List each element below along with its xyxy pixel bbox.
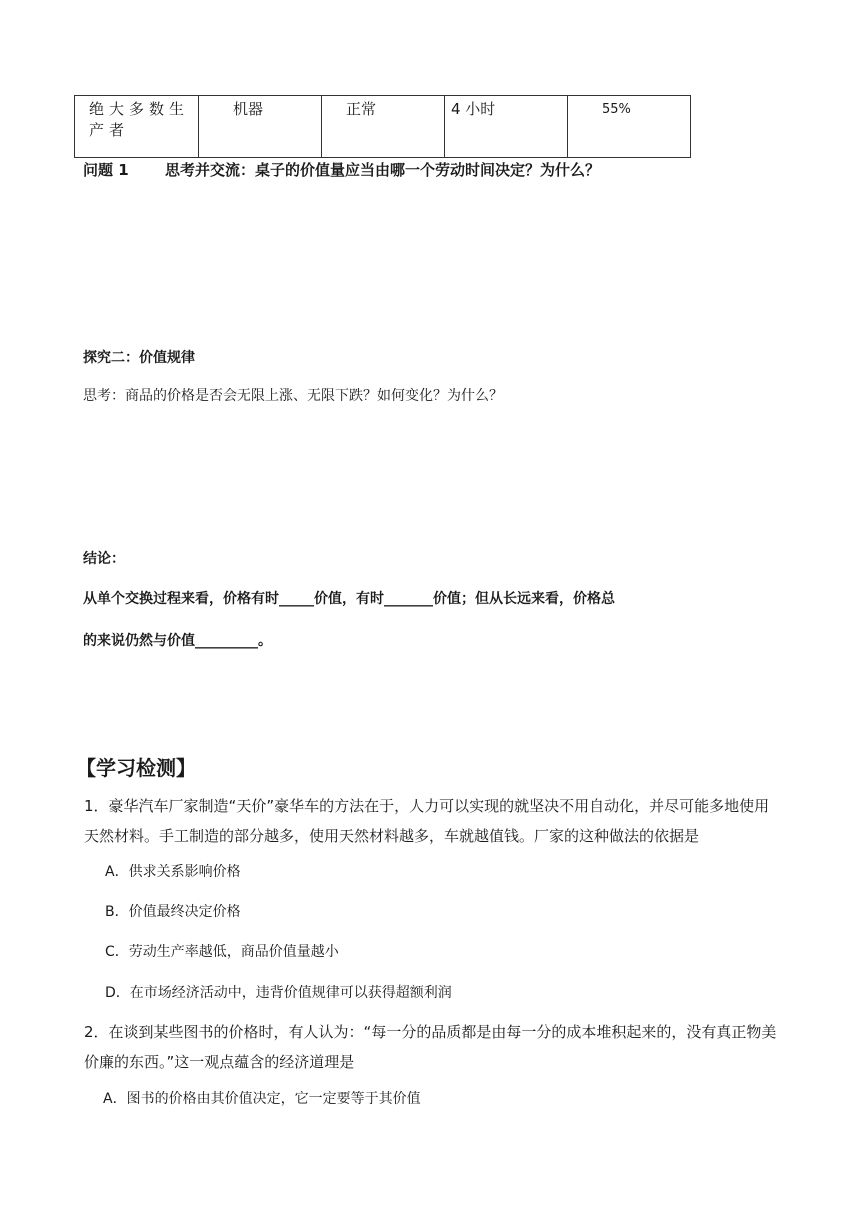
q2-stem: 2．在谈到某些图书的价格时，有人认为：“每一分的品质都是由每一分的成本堆积起来的，没有真正物美价廉的东西。”这一观点蕴含的经济道理是 [84,1023,777,1071]
explore2-title: 探究二：价值规律 [83,350,195,366]
q1-stem: 1．豪华汽车厂家制造“天价”豪华车的方法在于，人力可以实现的就坚决不用自动化，并尽可能多地使用天然材料。手工制造的部分越多，使用天然材料越多，车就越值钱。厂家的这种做法的依据是 [84,797,770,845]
table-cell-percent: 55% [568,96,691,158]
conclusion-line2: 的来说仍然与价值_________。 [83,633,272,649]
q1-option-c[interactable]: C．劳动生产率越低，商品价值量越小 [105,944,339,960]
production-table [74,95,691,158]
question1-label: 问题 1 [83,161,129,179]
explore2-think: 思考：商品的价格是否会无限上涨、无限下跌？如何变化？为什么？ [83,388,503,404]
question1-text: 思考并交流：桌子的价值量应当由哪一个劳动时间决定？为什么？ [165,161,601,179]
table-cell-time: 4 小时 [445,96,568,158]
table-cell-tool: 机器 [199,96,322,158]
table-cell-condition: 正常 [322,96,445,158]
q1-option-b[interactable]: B．价值最终决定价格 [105,904,241,920]
q2-option-a[interactable]: A．图书的价格由其价值决定，它一定要等于其价值 [103,1091,421,1107]
table-cell-producer: 绝大多数生产者 [75,96,199,158]
conclusion-label: 结论： [83,551,125,567]
section-title: 【学习检测】 [76,756,196,780]
q1-option-d[interactable]: D．在市场经济活动中，违背价值规律可以获得超额利润 [105,985,452,1001]
table-row [75,96,691,158]
conclusion-line1: 从单个交换过程来看，价格有时_____价值，有时_______价值；但从长远来看，价格总 [83,591,615,607]
q1-option-a[interactable]: A．供求关系影响价格 [105,864,241,880]
